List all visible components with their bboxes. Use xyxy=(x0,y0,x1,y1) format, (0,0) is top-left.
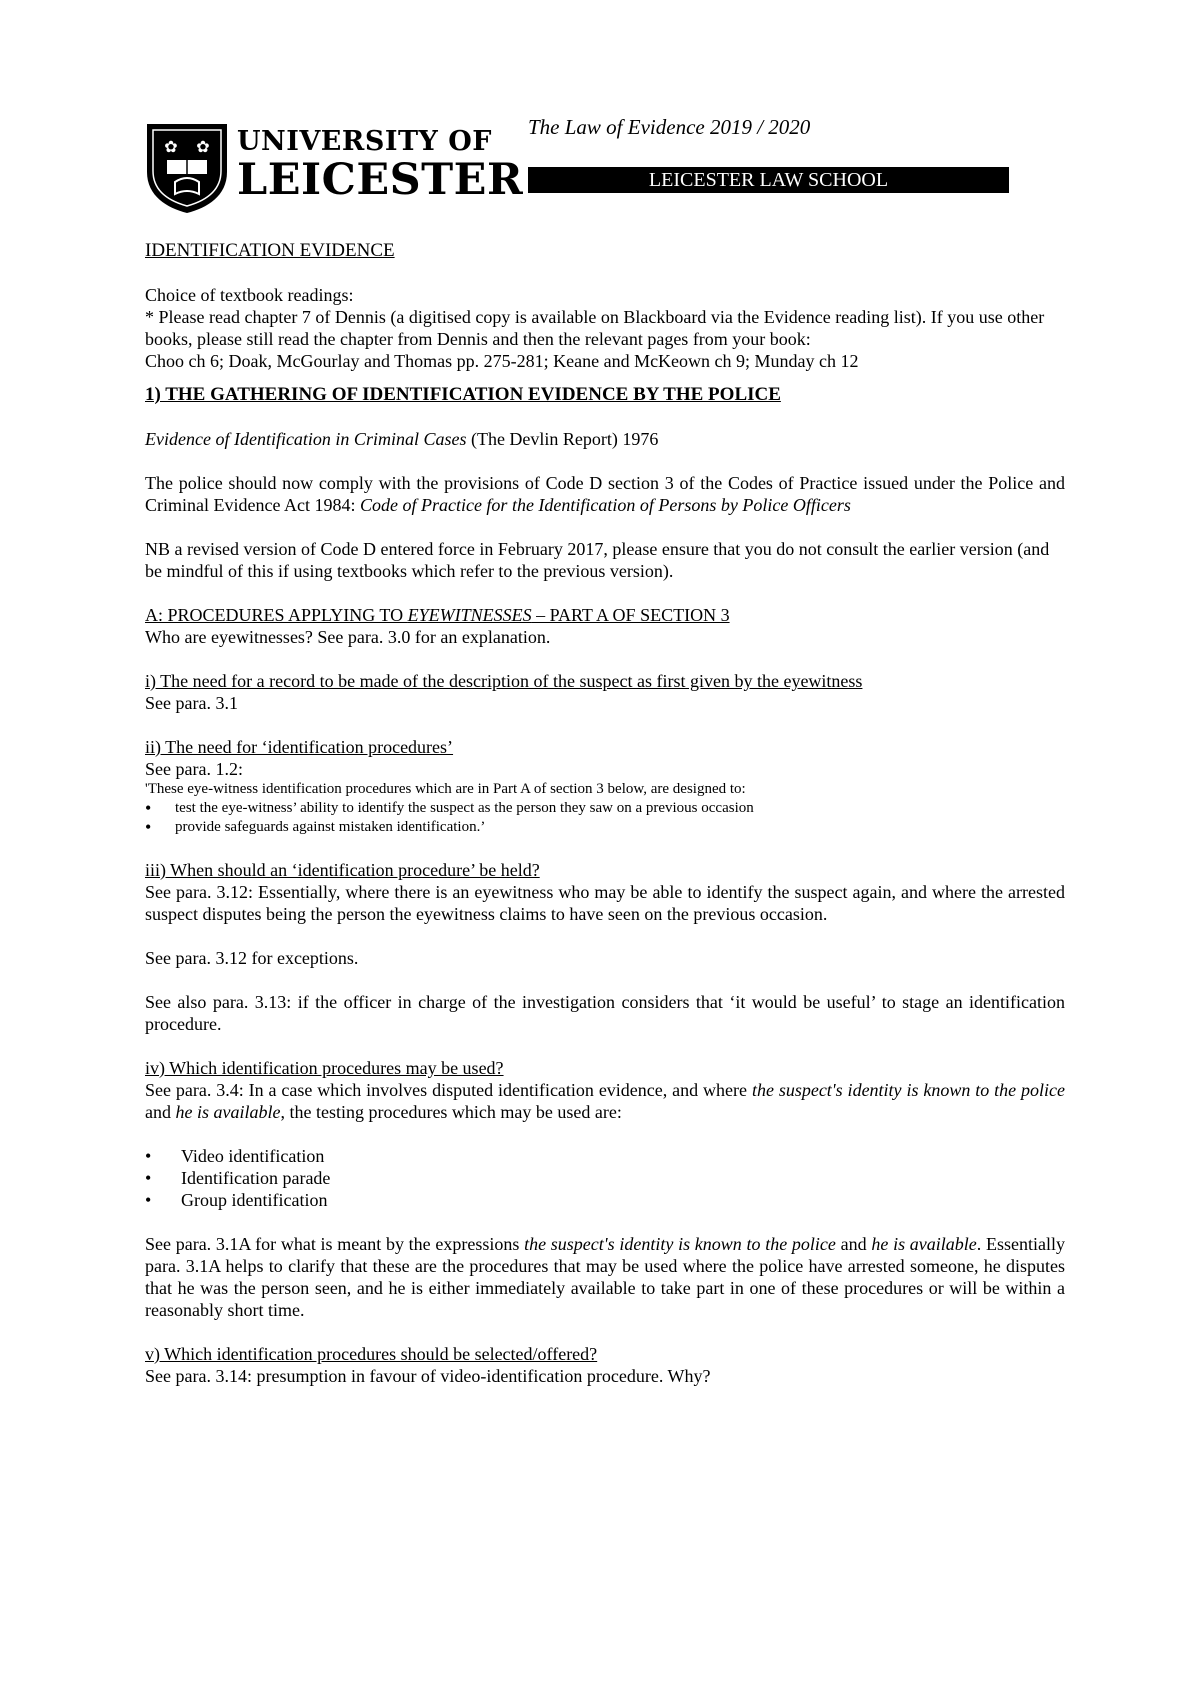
section-iii-exceptions: See para. 3.12 for exceptions. xyxy=(145,948,359,968)
part-a-subtext: Who are eyewitnesses? See para. 3.0 for an explanation. xyxy=(145,627,551,647)
part-a-heading: A: PROCEDURES APPLYING TO EYEWITNESSES – PART A OF SECTION 3 xyxy=(145,605,730,625)
course-title: The Law of Evidence 2019 / 2020 xyxy=(528,115,811,139)
school-banner: LEICESTER LAW SCHOOL xyxy=(528,167,1009,193)
readings-label: Choice of textbook readings: xyxy=(145,285,354,305)
list-item: • test the eye-witness’ ability to identify the suspect as the person they saw on a previous occasion xyxy=(145,799,1065,818)
section-v-text: See para. 3.14: presumption in favour of video-identification procedure. Why? xyxy=(145,1366,711,1386)
section-iii-heading: iii) When should an ‘identification procedure’ be held? xyxy=(145,860,540,880)
list-item: • Identification parade xyxy=(145,1167,1065,1189)
svg-text:✿: ✿ xyxy=(196,137,210,156)
section-iv-text: See para. 3.4: In a case which involves disputed identification evidence, and where the suspect's identity is known to the police and he is available, the testing procedures which may be used are: xyxy=(145,1080,1065,1122)
section-iii-also: See also para. 3.13: if the officer in charge of the investigation considers that ‘it would be useful’ to stage an identification procedure. xyxy=(145,992,1065,1034)
logo-leicester: LEICESTER xyxy=(237,155,524,205)
procedures-list xyxy=(145,1145,1065,1211)
svg-text:✿: ✿ xyxy=(164,137,178,156)
logo-university-of: UNIVERSITY OF xyxy=(237,126,492,157)
nb-paragraph: NB a revised version of Code D entered force in February 2017, please ensure that you do not consult the earlier version (and be mindful of this if using textbooks which refer to the previous version). xyxy=(145,539,1050,581)
section-ii-bullets xyxy=(145,799,1065,837)
code-title: Code of Practice for the Identification of Persons by Police Officers xyxy=(359,495,851,515)
section-iv-after: See para. 3.1A for what is meant by the expressions the suspect's identity is known to the police and he is available. Essentially para. 3.1A helps to clarify that these are the procedures that may be used where the police have arrested someone, he disputes that he was the person seen, and he is either immediately available to take part in one of these procedures or will be within a reasonably short time. xyxy=(145,1234,1065,1320)
section-ii-text: See para. 1.2: xyxy=(145,759,243,779)
section-i-text: See para. 3.1 xyxy=(145,693,238,713)
list-item: • Video identification xyxy=(145,1145,1065,1167)
section-ii-heading: ii) The need for ‘identification procedures’ xyxy=(145,737,454,757)
university-logo xyxy=(145,122,524,214)
document-body xyxy=(145,240,1065,1387)
section-i-heading: i) The need for a record to be made of the description of the suspect as first given by the eyewitness xyxy=(145,671,863,691)
section-1-heading: 1) THE GATHERING OF IDENTIFICATION EVIDENCE BY THE POLICE xyxy=(145,384,781,405)
document-title: IDENTIFICATION EVIDENCE xyxy=(145,240,395,261)
list-item: • provide safeguards against mistaken identification.’ xyxy=(145,818,1065,837)
devlin-report: Evidence of Identification in Criminal Cases (The Devlin Report) 1976 xyxy=(145,429,659,449)
university-crest-icon xyxy=(145,122,229,214)
codes-paragraph: The police should now comply with the provisions of Code D section 3 of the Codes of Practice issued under the Police and Criminal Evidence Act 1984: Code of Practice for the Identification of Persons by Police Officers xyxy=(145,473,1065,515)
list-item: • Group identification xyxy=(145,1189,1065,1211)
readings-text: * Please read chapter 7 of Dennis (a digitised copy is available on Blackboard via the Evidence reading list). If you use other books, please still read the chapter from Dennis and then the relevant pages from your book: xyxy=(145,307,1045,349)
section-v-heading: v) Which identification procedures should be selected/offered? xyxy=(145,1344,598,1364)
section-ii-quote: 'These eye-witness identification procedures which are in Part A of section 3 below, are designed to: xyxy=(145,781,746,797)
section-iv-heading: iv) Which identification procedures may be used? xyxy=(145,1058,504,1078)
devlin-report-title: Evidence of Identification in Criminal Cases xyxy=(145,429,467,449)
readings-list: Choo ch 6; Doak, McGourlay and Thomas pp. 275-281; Keane and McKeown ch 9; Munday ch 12 xyxy=(145,351,859,371)
section-iii-text: See para. 3.12: Essentially, where there is an eyewitness who may be able to identify the suspect again, and where the arrested suspect disputes being the person the eyewitness claims to have seen on the previous occasion. xyxy=(145,882,1065,924)
